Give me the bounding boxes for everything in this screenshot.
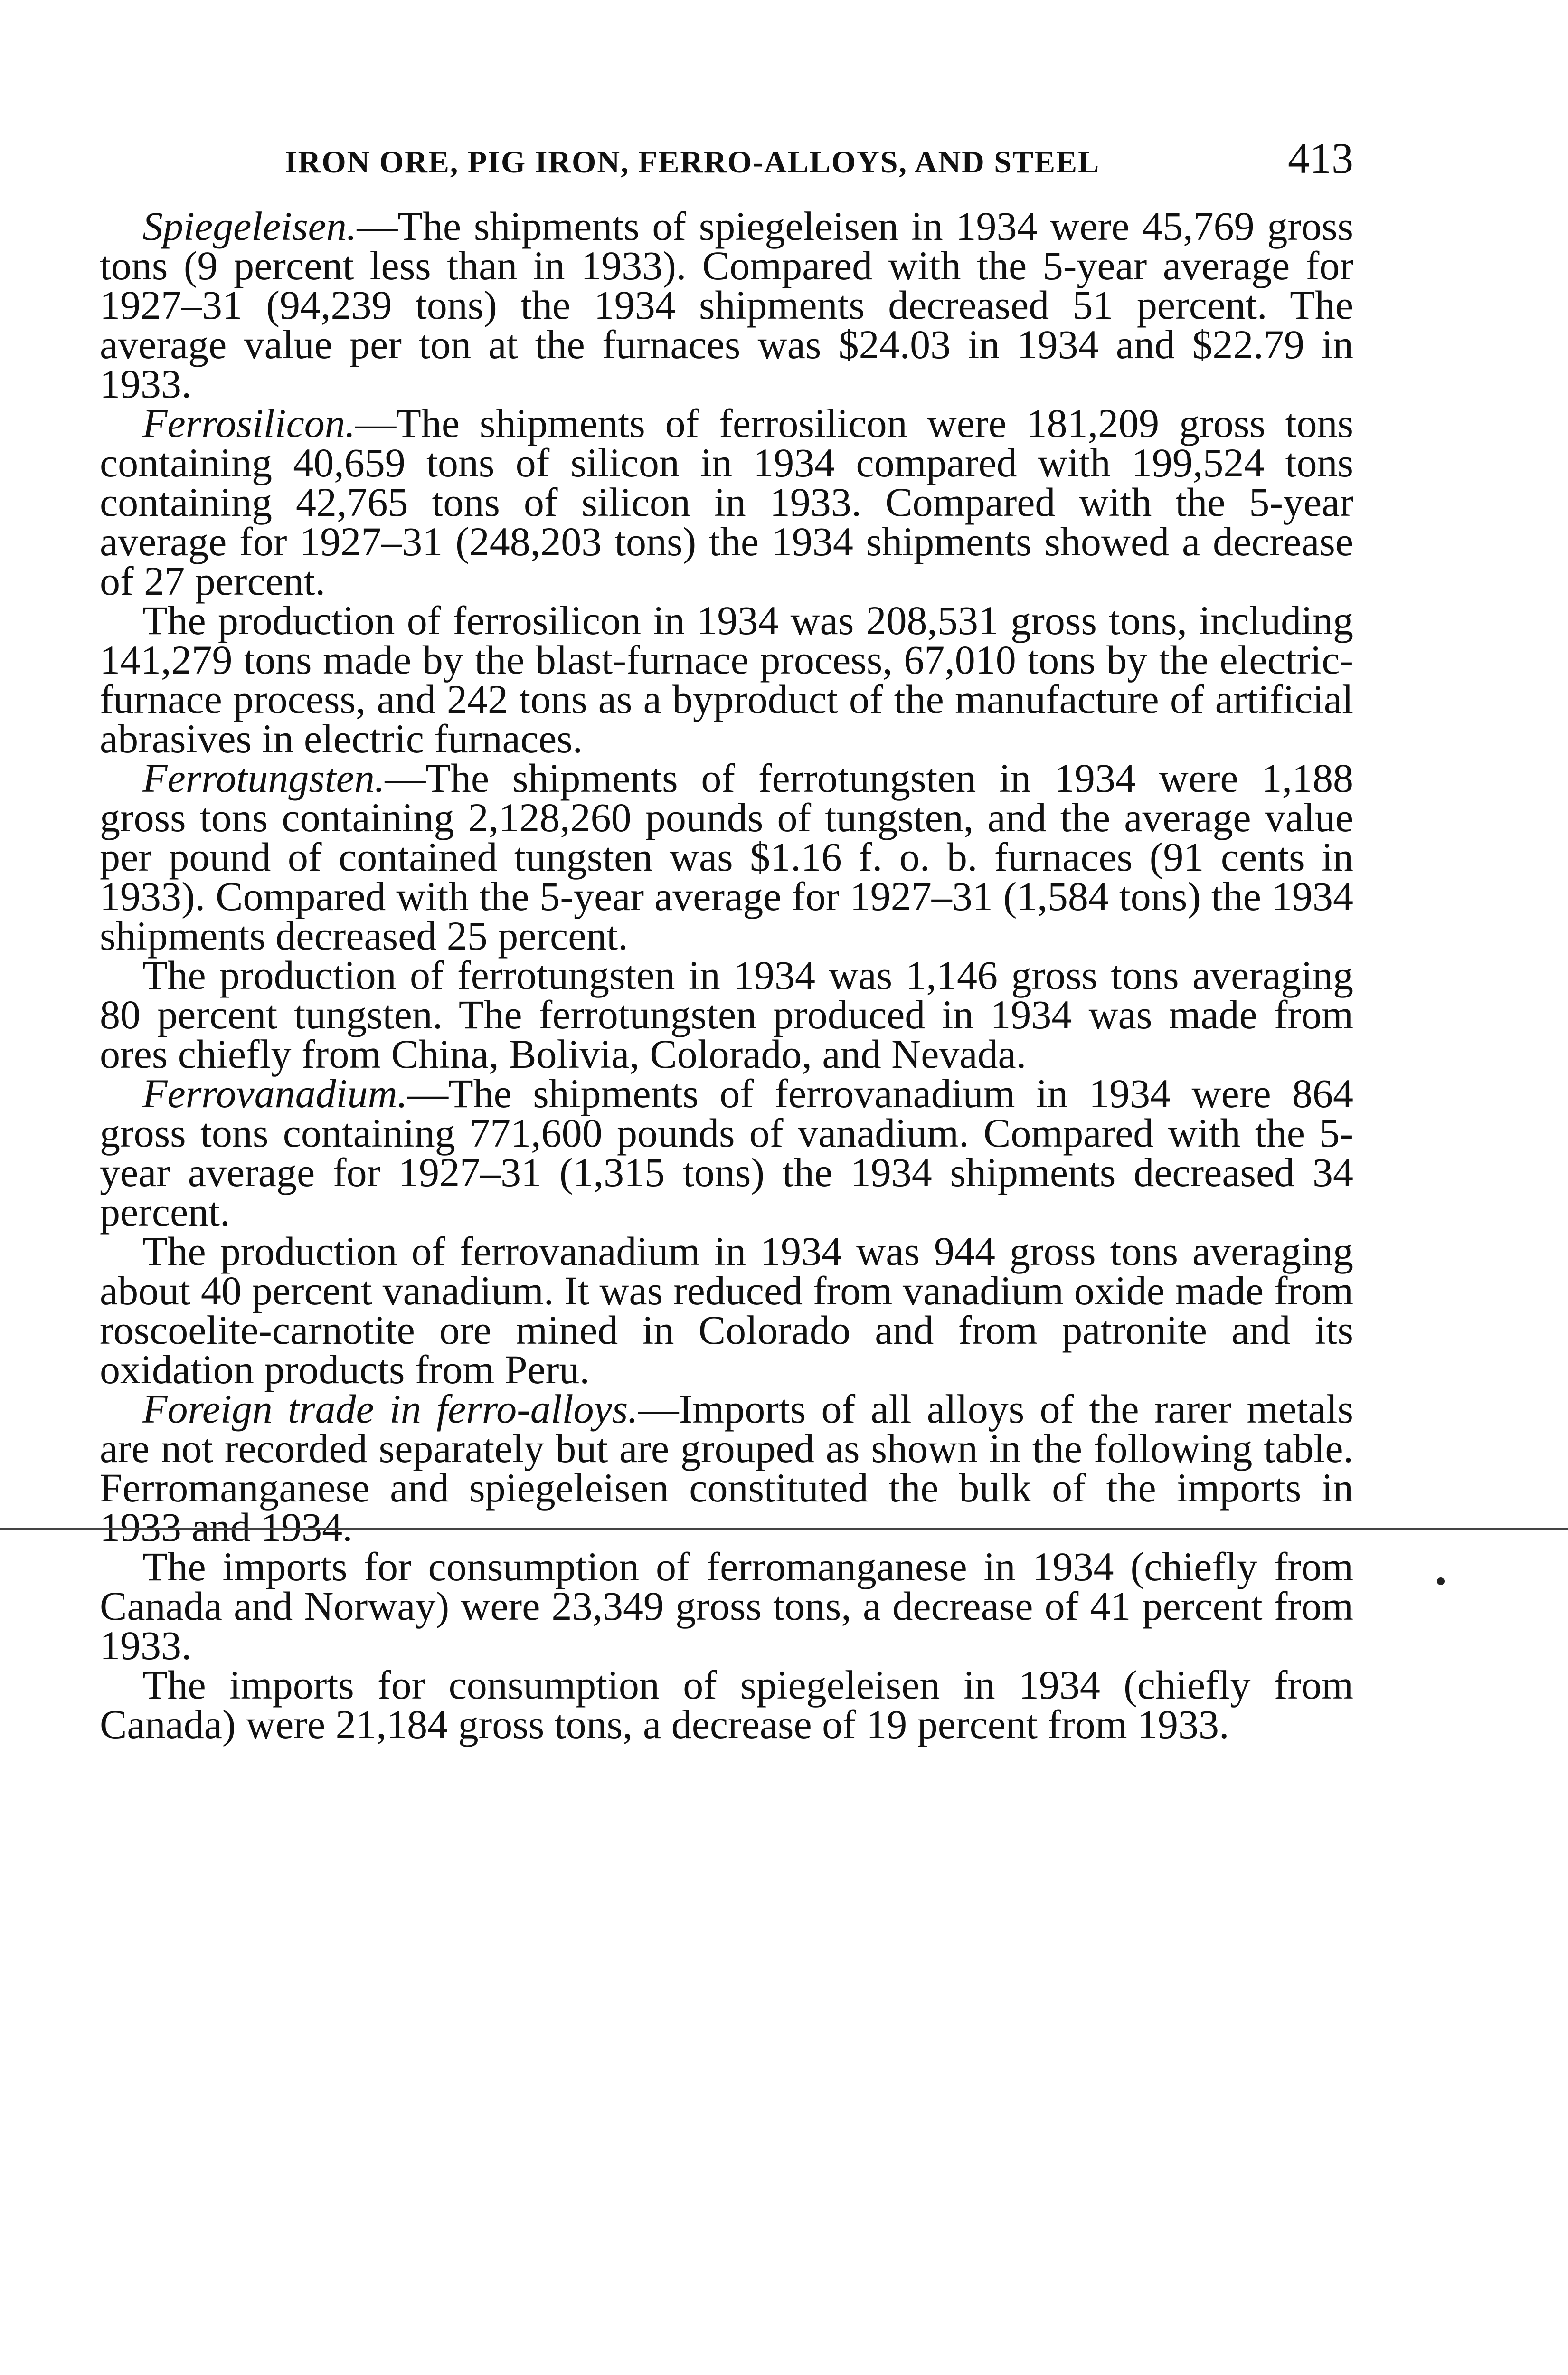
paragraph-text: —Imports of all alloys of the rarer metals are not recorded separately but are grouped as shown in the following table. Ferromanganese and spiegeleisen constituted the bulk of the imports in 1933 and 1934. xyxy=(100,1386,1353,1550)
run-in-heading: Ferrosilicon. xyxy=(142,400,356,446)
run-in-heading: Ferrovanadium. xyxy=(142,1071,408,1116)
scan-speck xyxy=(1437,1577,1445,1585)
paragraph-text: —The shipments of ferrosilicon were 181,209 gross tons containing 40,659 tons of silicon in 1934 compared with 199,524 tons containing 42,765 tons of silicon in 1933. Compared with the 5-year average for 1927–31 (248,203 tons) the 1934 shipments showed a decrease of 27 percent. xyxy=(100,400,1353,604)
paragraph-text: —The shipments of spiegeleisen in 1934 were 45,769 gross tons (9 percent less than in 1933). Compared with the 5-year average for 1927–31 (94,239 tons) the 1934 shipments decreased 51 percent. The average value per ton at the furnaces was $24.03 in 1934 and $22.79 in 1933. xyxy=(100,203,1353,407)
run-in-heading: Foreign trade in ferro-alloys. xyxy=(142,1386,638,1432)
paragraph-ferrotungsten xyxy=(100,755,1353,959)
page-number: 413 xyxy=(1288,134,1353,182)
paragraph-text: —The shipments of ferrovanadium in 1934 were 864 gross tons containing 771,600 pounds of vanadium. Compared with the 5-year average for 1927–31 (1,315 tons) the 1934 shipments decreased 34 percent. xyxy=(100,1071,1353,1235)
paragraph-ferrosilicon-production xyxy=(100,598,1353,761)
paragraph-spiegeleisen-imports xyxy=(100,1662,1353,1747)
paragraph-foreign-trade xyxy=(100,1386,1353,1550)
paragraph-ferrosilicon xyxy=(100,400,1353,604)
paragraph-spiegeleisen xyxy=(100,203,1353,407)
scan-fold-line xyxy=(0,1528,1568,1530)
paragraph-ferrovanadium xyxy=(100,1071,1353,1235)
paragraph-text: The production of ferrotungsten in 1934 was 1,146 gross tons averaging 80 percent tungsten. The ferrotungsten produced in 1934 was made from ores chiefly from China, Bolivia, Colorado, and Nevada. xyxy=(100,952,1353,1077)
paragraph-text: —The shipments of ferrotungsten in 1934 were 1,188 gross tons containing 2,128,260 pounds of tungsten, and the average value per pound of contained tungsten was $1.16 f. o. b. furnaces (91 cents in 1933). Compared with the 5-year average for 1927–31 (1,584 tons) the 1934 shipments decreased 25 percent. xyxy=(100,755,1353,959)
paragraph-text: The production of ferrovanadium in 1934 was 944 gross tons averaging about 40 percent vanadium. It was reduced from vanadium oxide made from roscoelite-carnotite ore mined in Colorado and from patronite and its oxidation products from Peru. xyxy=(100,1228,1353,1392)
run-in-heading: Spiegeleisen. xyxy=(142,203,357,249)
paragraph-ferrotungsten-production xyxy=(100,952,1353,1077)
running-title: IRON ORE, PIG IRON, FERRO-ALLOYS, AND STEEL xyxy=(285,145,1100,180)
running-head xyxy=(100,133,1353,185)
body-text xyxy=(100,203,1353,1747)
paragraph-text: The production of ferrosilicon in 1934 was 208,531 gross tons, including 141,279 tons made by the blast-furnace process, 67,010 tons by the electric-furnace process, and 242 tons as a byproduct of the manufacture of artificial abrasives in electric furnaces. xyxy=(100,598,1353,761)
run-in-heading: Ferrotungsten. xyxy=(142,755,385,801)
paragraph-ferromanganese-imports xyxy=(100,1544,1353,1668)
paragraph-text: The imports for consumption of ferromanganese in 1934 (chiefly from Canada and Norway) were 23,349 gross tons, a decrease of 41 percent from 1933. xyxy=(100,1544,1353,1668)
paragraph-text: The imports for consumption of spiegeleisen in 1934 (chiefly from Canada) were 21,184 gross tons, a decrease of 19 percent from 1933. xyxy=(100,1662,1353,1747)
paragraph-ferrovanadium-production xyxy=(100,1228,1353,1392)
